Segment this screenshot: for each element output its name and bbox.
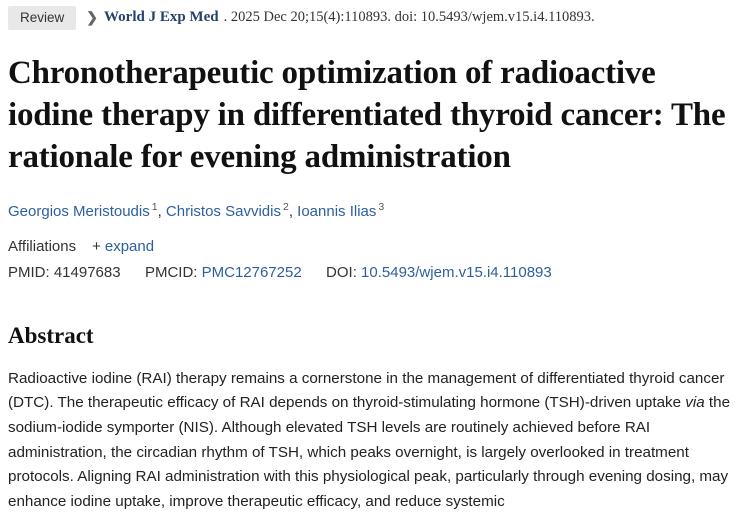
pmid-value: 41497683 — [53, 263, 121, 281]
pmcid-label: PMCID: — [144, 263, 198, 281]
expand-affiliations-label: expand — [104, 237, 155, 255]
expand-affiliations-button[interactable] — [92, 238, 154, 255]
publication-type-badge[interactable]: Review — [8, 6, 76, 30]
pmid-label: PMID: — [8, 263, 50, 281]
author-affiliation-marker-2[interactable]: 2 — [282, 201, 289, 214]
author-separator-1: , — [157, 203, 162, 221]
abstract-italic-term: via — [685, 394, 705, 412]
author-link-3[interactable]: Ioannis Ilias — [297, 203, 377, 221]
abstract-heading: Abstract — [8, 322, 94, 348]
author-list — [0, 200, 750, 224]
abstract-part-2: the sodium-iodide symporter (NIS). Although elevated TSH levels are routinely achieved before RAI administration, the circadian rhythm of TSH, which peaks overnight, is largely overlooked in treatment protocols. Aligning RAI administration with this physiological peak, particularly through evening dosing, may enhance iodine uptake, improve therapeutic efficacy, and reduce systemic — [8, 394, 731, 510]
author-affiliation-marker-1[interactable]: 1 — [151, 201, 158, 214]
author-affiliation-marker-3[interactable]: 3 — [378, 201, 385, 214]
author-separator-2: , — [288, 203, 293, 221]
journal-link[interactable]: World J Exp Med — [104, 9, 219, 26]
chevron-right-icon: ❯ — [86, 9, 98, 26]
page-title: Chronotherapeutic optimization of radioactive iodine therapy in differentiated thyroid cancer: The rationale for evening administration — [8, 54, 726, 176]
citation-row — [0, 0, 750, 30]
affiliations-label: Affiliations — [8, 237, 77, 255]
pmcid-link[interactable]: PMC12767252 — [201, 263, 302, 281]
citation-details: . 2025 Dec 20;15(4):110893. doi: 10.5493/wjem.v15.i4.110893. — [223, 9, 595, 26]
author-link-1[interactable]: Georgios Meristoudis — [8, 203, 150, 221]
identifiers-row — [0, 264, 750, 281]
doi-link[interactable]: 10.5493/wjem.v15.i4.110893 — [361, 263, 552, 281]
abstract-text — [0, 367, 750, 515]
abstract-part-1: Radioactive iodine (RAI) therapy remains a cornerstone in the management of differentiated thyroid cancer (DTC). The therapeutic efficacy of RAI depends on thyroid-stimulating hormone (TSH)-driven uptake — [8, 369, 725, 412]
affiliations-row — [0, 238, 750, 255]
author-link-2[interactable]: Christos Savvidis — [165, 203, 281, 221]
doi-label: DOI: — [326, 263, 357, 281]
plus-icon: + — [92, 237, 101, 255]
